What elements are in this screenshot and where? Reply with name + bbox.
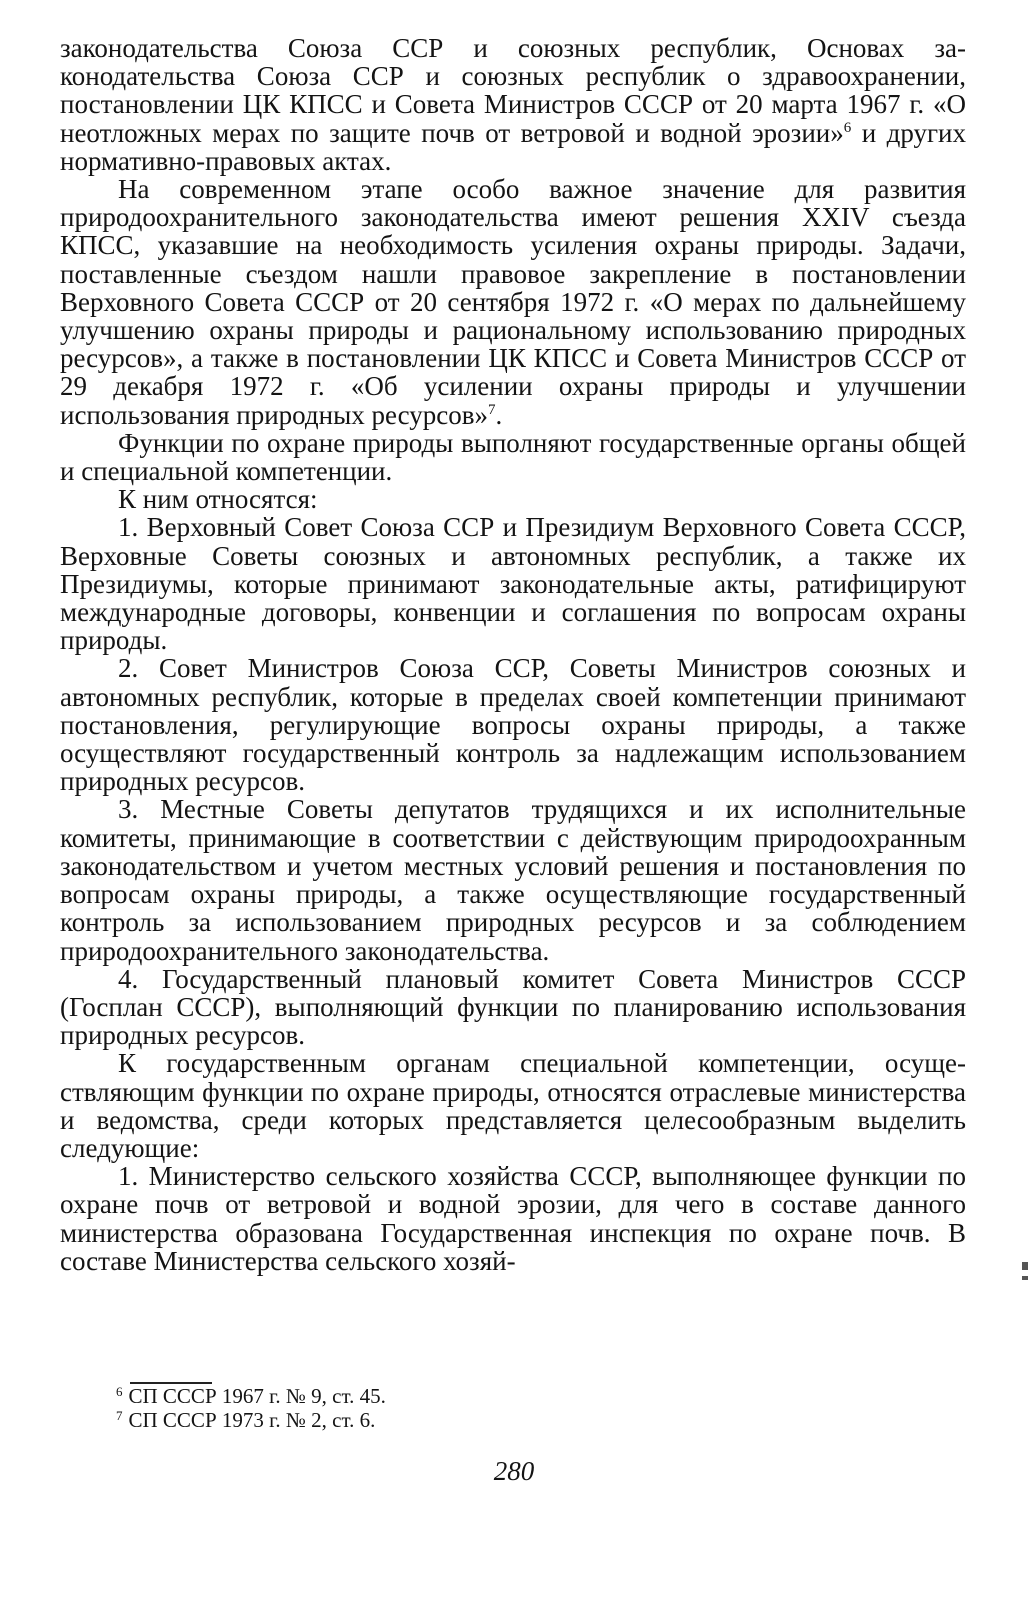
paragraph-1-tail: и других нормативно-правовых актах. — [60, 117, 967, 176]
paragraph-special-competence: К государственным органам специальной компетенции, осуществляющим функции по охране природы, относятся отраслевые министерства и ведомства, среди которых представляется целесообразным выделить следующие: — [60, 1048, 966, 1163]
footnote-ref-6: 6 — [843, 119, 852, 136]
scan-edge-mark — [1022, 1276, 1028, 1280]
footnote-7-mark: 7 — [116, 1408, 123, 1423]
footnote-6 — [116, 1384, 386, 1408]
paragraph-current-stage — [60, 175, 966, 429]
scan-edge-mark — [1022, 1262, 1028, 1270]
paragraph-1-text: законодательства Союза ССР и союзных республик, Основах законодательства Союза ССР и союзных республик о здравоохранении, постановлении ЦК КПСС и Совета Министров СССР от 20 марта 1967 г. «О неотложных мерах по защите почв от ветровой и водной эрозии» — [60, 33, 966, 148]
list-item-ministry-agriculture: 1. Министерство сельского хозяйства СССР, выполняющее функции по охране почв от ветровой и водной эрозии, для чего в составе данного министерства образована Государственная инспекция по охране почв. В составе Министерства сельского хозяй- — [60, 1161, 966, 1276]
footnote-6-text: СП СССР 1967 г. № 9, ст. 45. — [128, 1384, 386, 1408]
page-number: 280 — [493, 1456, 535, 1486]
footnote-7-text: СП СССР 1973 г. № 2, ст. 6. — [128, 1408, 376, 1432]
paragraph-continuation — [60, 34, 966, 175]
footnote-6-mark: 6 — [116, 1384, 123, 1399]
footnote-7 — [116, 1408, 386, 1432]
paragraph-2-tail: . — [495, 399, 503, 430]
list-item-gosplan: 4. Государственный плановый комитет Совета Министров СССР (Госплан СССР), выполняющий функции по планированию использования природных ресурсов. — [60, 963, 966, 1051]
footnotes — [116, 1384, 386, 1432]
list-item-supreme-soviet: 1. Верховный Совет Союза ССР и Президиум Верховного Совета СССР, Верховные Советы союзных и автономных республик, а также их Президиумы, которые принимают законодательные акты, ратифицируют международные договоры, конвенции и соглашения по вопросам охраны природы. — [60, 512, 966, 656]
list-item-council-of-ministers: 2. Совет Министров Союза ССР, Советы Министров союзных и автономных республик, которые в пределах своей компетенции принимают постановления, регулирующие вопросы охраны природы, а также осуществляют государственный контроль за надлежащим использованием природных ресурсов. — [60, 653, 966, 797]
list-item-local-soviets: 3. Местные Советы депутатов трудящихся и их исполнительные комитеты, принимающие в соответствии с действующим природоохранным законодательством и учетом местных условий решения и постановления по вопросам охраны природы, а также осуществляющие государственный контроль за использованием природных ресурсов и за соблюдением природоохранительного законодательства. — [60, 794, 966, 966]
paragraph-2-text: На современном этапе особо важное значение для развития природоохранительного законодательства имеют решения XXIV съезда КПСС, указавшие на необходимость усиления охраны природы. Задачи, поставленные съездом нашли правовое закрепление в постановлении Верховного Совета СССР от 20 сентября 1972 г. «О мерах по дальнейшему улучшению охраны природы и рациональному использованию природных ресурсов», а также в постановлении ЦК КПСС и Совета Министров СССР от 29 декабря 1972 г. «Об усилении охраны природы и улучшении использования природных ресурсов» — [60, 174, 966, 430]
footnote-ref-7: 7 — [487, 401, 496, 418]
page-body — [60, 34, 966, 1275]
paragraph-functions: Функции по охране природы выполняют государственные органы общей и специальной компетенции. — [60, 427, 966, 487]
paragraph-list-intro: К ним относятся: — [118, 484, 318, 515]
